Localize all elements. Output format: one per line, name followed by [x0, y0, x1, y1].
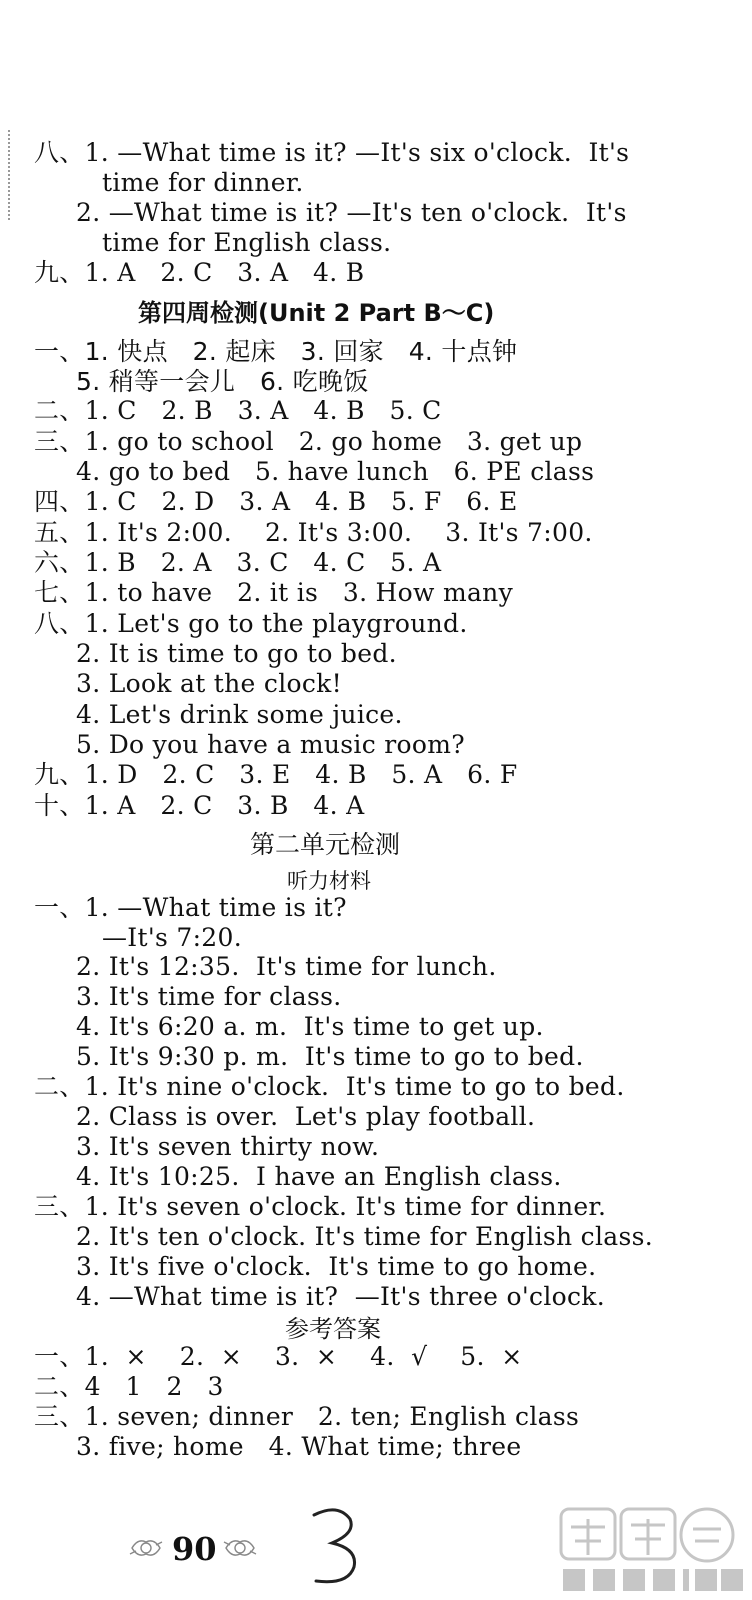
- right-flower-ornament-icon: [222, 1534, 258, 1562]
- text-line: 3. It's seven thirty now.: [76, 1132, 380, 1161]
- text-line: 三、1. seven; dinner 2. ten; English class: [34, 1402, 580, 1431]
- text-line: 5. 稍等一会儿 6. 吃晚饭: [76, 367, 369, 396]
- handwritten-mark: [308, 1505, 362, 1587]
- page-number: 90: [172, 1530, 217, 1568]
- text-line: 一、1. × 2. × 3. × 4. √ 5. ×: [34, 1342, 523, 1371]
- text-line: —It's 7:20.: [102, 923, 242, 952]
- text-line: 八、1. Let's go to the playground.: [34, 609, 468, 638]
- text-line: 3. Look at the clock!: [76, 669, 342, 698]
- watermark-logo: [555, 1505, 745, 1597]
- section-heading: 第四周检测(Unit 2 Part B～C): [138, 299, 495, 327]
- text-line: 2. Class is over. Let's play football.: [76, 1102, 536, 1131]
- text-line: 4. —What time is it? —It's three o'clock.: [76, 1282, 605, 1311]
- text-line: 2. It is time to go to bed.: [76, 639, 397, 668]
- text-line: 三、1. go to school 2. go home 3. get up: [34, 427, 583, 456]
- text-line: 十、1. A 2. C 3. B 4. A: [34, 791, 365, 820]
- text-line: 2. It's ten o'clock. It's time for English class.: [76, 1222, 653, 1251]
- text-line: 九、1. D 2. C 3. E 4. B 5. A 6. F: [34, 760, 518, 789]
- text-line: 四、1. C 2. D 3. A 4. B 5. F 6. E: [34, 487, 518, 516]
- text-line: 4. go to bed 5. have lunch 6. PE class: [76, 457, 595, 486]
- text-line: 五、1. It's 2:00. 2. It's 3:00. 3. It's 7:00.: [34, 518, 593, 547]
- text-line: 三、1. It's seven o'clock. It's time for dinner.: [34, 1192, 607, 1221]
- text-line: 二、4 1 2 3: [34, 1372, 224, 1401]
- section-heading: 第二单元检测: [250, 830, 401, 859]
- text-line: 九、1. A 2. C 3. A 4. B: [34, 258, 365, 287]
- text-line: 5. It's 9:30 p. m. It's time to go to bed.: [76, 1042, 584, 1071]
- text-line: 3. It's five o'clock. It's time to go home.: [76, 1252, 597, 1281]
- text-line: time for dinner.: [102, 168, 304, 197]
- text-line: 七、1. to have 2. it is 3. How many: [34, 578, 513, 607]
- text-line: 3. five; home 4. What time; three: [76, 1432, 522, 1461]
- text-line: 二、1. It's nine o'clock. It's time to go to bed.: [34, 1072, 625, 1101]
- text-line: 八、1. —What time is it? —It's six o'clock. It's: [34, 138, 630, 167]
- section-heading: 参考答案: [285, 1315, 381, 1343]
- text-line: 3. It's time for class.: [76, 982, 342, 1011]
- binding-edge-dots: [8, 130, 10, 220]
- text-line: 4. Let's drink some juice.: [76, 700, 403, 729]
- subsection-heading: 听力材料: [287, 869, 371, 893]
- text-line: 4. It's 6:20 a. m. It's time to get up.: [76, 1012, 544, 1041]
- text-line: 一、1. —What time is it?: [34, 893, 347, 922]
- text-line: 二、1. C 2. B 3. A 4. B 5. C: [34, 396, 442, 425]
- text-line: 2. It's 12:35. It's time for lunch.: [76, 952, 497, 981]
- text-line: 4. It's 10:25. I have an English class.: [76, 1162, 562, 1191]
- text-line: 一、1. 快点 2. 起床 3. 回家 4. 十点钟: [34, 337, 518, 366]
- text-line: time for English class.: [102, 228, 392, 257]
- text-line: 2. —What time is it? —It's ten o'clock. It's: [76, 198, 627, 227]
- text-line: 六、1. B 2. A 3. C 4. C 5. A: [34, 548, 442, 577]
- text-line: 5. Do you have a music room?: [76, 730, 465, 759]
- left-flower-ornament-icon: [128, 1534, 164, 1562]
